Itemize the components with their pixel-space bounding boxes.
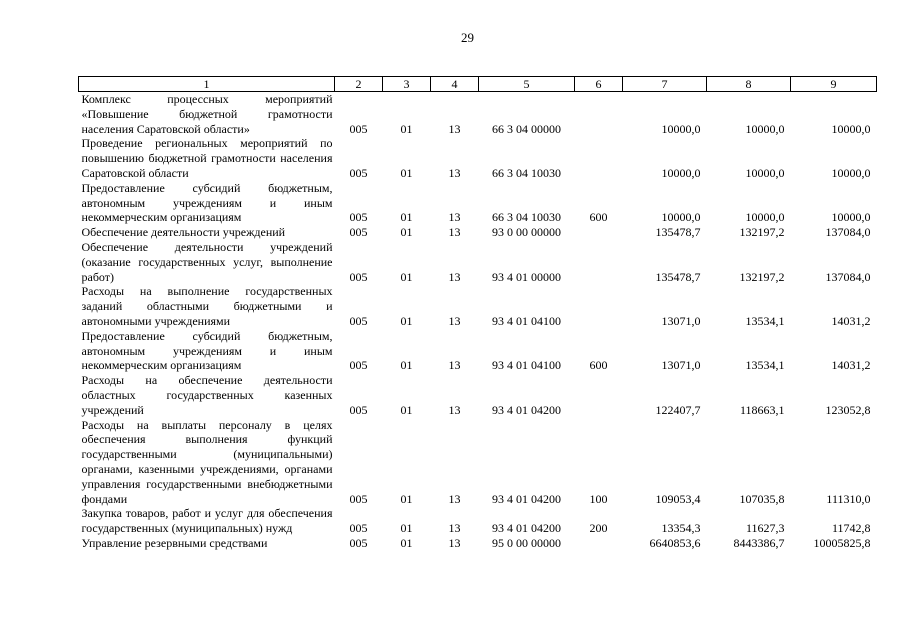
subsection-cell: 13 [448,402,461,417]
section-cell: 01 [400,491,413,506]
subsection-cell: 13 [448,210,461,225]
amount-cell-year2: 13534,1 [745,313,785,328]
section-cell: 01 [400,225,413,240]
admin-code-cell: 005 [349,210,368,225]
amount-cell-year3: 14031,2 [831,358,871,373]
section-cell: 01 [400,121,413,136]
subsection-cell: 13 [448,269,461,284]
amount-cell-year1: 10000,0 [661,210,701,225]
table-row [79,92,877,137]
row-name-cell: Расходы на выполнение государственных заданий областными бюджетными и автономными учреждениями [81,284,333,328]
section-cell: 01 [400,210,413,225]
expense-type-cell [575,373,623,417]
subsection-cell: 13 [448,165,461,180]
amount-cell-year1: 122407,7 [655,402,701,417]
target-article-cell: 93 4 01 00000 [492,269,561,284]
expense-type-cell [575,536,623,551]
target-article-cell: 93 4 01 04100 [492,313,561,328]
expense-type-cell [575,136,623,180]
amount-cell-year3: 10000,0 [831,165,871,180]
admin-code-cell: 005 [349,358,368,373]
amount-cell-year1: 10000,0 [661,121,701,136]
amount-cell-year1: 13071,0 [661,358,701,373]
column-header: 5 [479,77,575,92]
amount-cell-year3: 10000,0 [831,121,871,136]
row-name-cell: Комплекс процессных мероприятий «Повышение бюджетной грамотности населения Саратовской области» [81,92,333,136]
section-cell: 01 [400,269,413,284]
section-cell: 01 [400,358,413,373]
subsection-cell: 13 [448,225,461,240]
section-cell: 01 [400,313,413,328]
admin-code-cell: 005 [349,313,368,328]
row-name-cell: Предоставление субсидий бюджетным, автономным учреждениям и иным некоммерческим организациям [81,328,333,373]
row-name-cell: Проведение региональных мероприятий по повышению бюджетной грамотности населения Саратовской области [81,136,333,180]
amount-cell-year1: 10000,0 [661,165,701,180]
table-row [79,225,877,240]
target-article-cell: 93 4 01 04200 [492,402,561,417]
column-header: 6 [575,77,623,92]
expense-type-cell: 100 [589,491,608,506]
subsection-cell: 13 [448,535,461,550]
amount-cell-year2: 132197,2 [739,225,785,240]
admin-code-cell: 005 [349,225,368,240]
target-article-cell: 95 0 00 00000 [492,535,561,550]
amount-cell-year3: 137084,0 [825,269,871,284]
subsection-cell: 13 [448,121,461,136]
budget-table [78,76,877,551]
row-name-cell: Предоставление субсидий бюджетным, автономным учреждениям и иным некоммерческим организациям [81,180,333,225]
amount-cell-year1: 6640853,6 [649,535,701,550]
amount-cell-year2: 132197,2 [739,269,785,284]
section-cell: 01 [400,521,413,536]
column-header: 1 [79,77,335,92]
amount-cell-year2: 118663,1 [739,402,785,417]
amount-cell-year1: 13071,0 [661,313,701,328]
amount-cell-year2: 10000,0 [745,210,785,225]
amount-cell-year3: 137084,0 [825,225,871,240]
page-number: 29 [461,30,474,45]
table-row [79,536,877,551]
column-header: 9 [791,77,877,92]
expense-type-cell: 600 [589,210,608,225]
subsection-cell: 13 [448,521,461,536]
column-header: 3 [383,77,431,92]
amount-cell-year2: 11627,3 [745,521,785,536]
admin-code-cell: 005 [349,269,368,284]
target-article-cell: 93 4 01 04100 [492,358,561,373]
admin-code-cell: 005 [349,121,368,136]
amount-cell-year2: 10000,0 [745,165,785,180]
table-row [79,240,877,284]
table-row [79,136,877,180]
row-name-cell: Закупка товаров, работ и услуг для обеспечения государственных (муниципальных) нужд [81,506,333,536]
amount-cell-year2: 107035,8 [739,491,785,506]
table-row [79,181,877,225]
target-article-cell: 66 3 04 10030 [492,165,561,180]
row-name-cell: Обеспечение деятельности учреждений (оказание государственных услуг, выполнение работ) [81,239,333,284]
subsection-cell: 13 [448,491,461,506]
target-article-cell: 66 3 04 10030 [492,210,561,225]
section-cell: 01 [400,402,413,417]
target-article-cell: 93 4 01 04200 [492,521,561,536]
target-article-cell: 66 3 04 00000 [492,121,561,136]
amount-cell-year1: 13354,3 [661,521,701,536]
amount-cell-year2: 10000,0 [745,121,785,136]
section-cell: 01 [400,535,413,550]
row-name-cell: Расходы на обеспечение деятельности областных государственных казенных учреждений [81,373,333,417]
admin-code-cell: 005 [349,402,368,417]
table-body [79,92,877,551]
row-name-cell: Управление резервными средствами [81,535,268,550]
subsection-cell: 13 [448,358,461,373]
amount-cell-year2: 8443386,7 [733,535,785,550]
amount-cell-year3: 123052,8 [825,402,871,417]
amount-cell-year1: 135478,7 [655,269,701,284]
column-header: 4 [431,77,479,92]
column-header: 8 [707,77,791,92]
expense-type-cell [575,92,623,137]
table-header-row [79,77,877,92]
column-header: 7 [623,77,707,92]
expense-type-cell [575,225,623,240]
subsection-cell: 13 [448,313,461,328]
table-row [79,284,877,328]
expense-type-cell: 200 [589,521,608,536]
row-name-cell: Обеспечение деятельности учреждений [81,225,286,240]
amount-cell-year3: 111310,0 [826,491,871,506]
amount-cell-year1: 135478,7 [655,225,701,240]
amount-cell-year3: 14031,2 [831,313,871,328]
expense-type-cell [575,240,623,284]
admin-code-cell: 005 [349,165,368,180]
amount-cell-year3: 10005825,8 [813,535,871,550]
row-name-cell: Расходы на выплаты персоналу в целях обеспечения выполнения функций государственными (муниципальными) органами, казенными учреждениями, органами управления государственными внебюджетными фондами [81,417,333,506]
target-article-cell: 93 0 00 00000 [492,225,561,240]
amount-cell-year3: 10000,0 [831,210,871,225]
column-header: 2 [335,77,383,92]
table-row [79,506,877,536]
expense-type-cell: 600 [589,358,608,373]
table-row [79,418,877,507]
admin-code-cell: 005 [349,535,368,550]
expense-type-cell [575,284,623,328]
table-row [79,373,877,417]
amount-cell-year3: 11742,8 [831,521,871,536]
admin-code-cell: 005 [349,491,368,506]
amount-cell-year1: 109053,4 [655,491,701,506]
admin-code-cell: 005 [349,521,368,536]
target-article-cell: 93 4 01 04200 [492,491,561,506]
amount-cell-year2: 13534,1 [745,358,785,373]
table-row [79,329,877,373]
section-cell: 01 [400,165,413,180]
